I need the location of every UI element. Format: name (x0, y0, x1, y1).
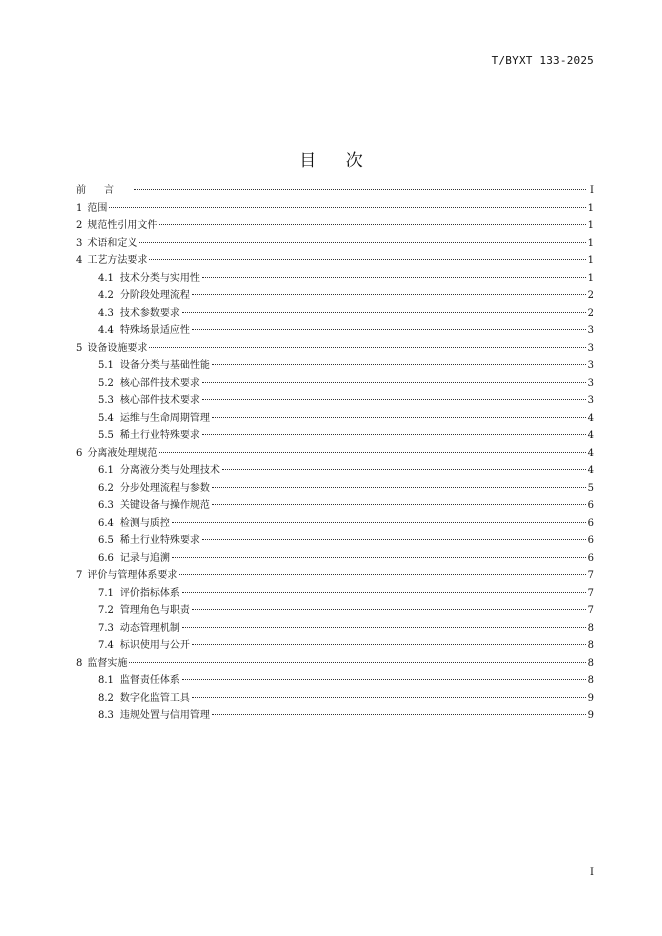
toc-entry-label: 范围 (87, 202, 108, 214)
toc-entry-page: 7 (587, 587, 594, 599)
toc-entry-label: 分阶段处理流程 (119, 290, 190, 301)
page-number: I (590, 867, 594, 878)
toc-entry[interactable] (76, 637, 594, 655)
toc-entry-label: 术语和定义 (87, 237, 138, 249)
toc-entry-number: 4.4 (98, 325, 114, 336)
toc-entry-label: 监督实施 (87, 657, 128, 669)
toc-entry-page: 4 (587, 430, 594, 441)
toc-leader-dots (212, 504, 586, 505)
toc-entry-label: 检测与质控 (119, 517, 170, 529)
toc-entry-number: 7.3 (98, 622, 114, 634)
toc-leader-dots (202, 399, 586, 400)
toc-entry-label: 设备分类与基础性能 (119, 360, 210, 371)
toc-entry[interactable] (76, 392, 594, 410)
toc-leader-dots (212, 487, 586, 488)
toc-entry-label: 分步处理流程与参数 (119, 482, 210, 494)
toc-leader-dots (149, 259, 585, 260)
toc-entry-page: 1 (587, 220, 594, 231)
toc-leader-dots (159, 452, 585, 453)
toc-entry-page: 6 (587, 500, 594, 511)
toc-entry-page: 6 (587, 535, 594, 546)
toc-leader-dots (182, 627, 586, 628)
toc-entry-label: 工艺方法要求 (87, 255, 148, 266)
toc-leader-dots (222, 469, 586, 470)
toc-entry[interactable] (76, 322, 594, 340)
toc-leader-dots (182, 679, 586, 680)
toc-entry-page: 8 (587, 640, 594, 651)
toc-entry-label: 动态管理机制 (119, 622, 180, 634)
toc-entry-number: 5.5 (98, 430, 114, 441)
toc-entry-number: 5.4 (98, 412, 114, 424)
toc-entry[interactable] (76, 672, 594, 690)
toc-leader-dots (192, 697, 586, 698)
toc-entry-page: 1 (587, 202, 594, 214)
toc-entry-page: 4 (587, 412, 594, 424)
toc-entry-page: 3 (587, 325, 594, 336)
toc-leader-dots (212, 417, 586, 418)
toc-leader-dots (202, 277, 586, 278)
toc-entry-number: 8 (76, 657, 83, 669)
toc-entry[interactable] (76, 305, 594, 323)
toc-entry-label: 标识使用与公开 (119, 640, 190, 651)
toc-leader-dots (202, 539, 586, 540)
toc-entry[interactable] (76, 585, 594, 603)
toc-entry[interactable] (76, 707, 594, 725)
page-title: 目 次 (299, 151, 375, 171)
toc-entry[interactable] (76, 235, 594, 253)
toc-leader-dots (192, 609, 586, 610)
toc-leader-dots (109, 207, 585, 208)
toc-entry-label: 设备设施要求 (87, 342, 148, 354)
toc-entry-page: 4 (587, 465, 594, 476)
toc-entry-label: 稀土行业特殊要求 (119, 430, 200, 441)
toc-leader-dots (129, 662, 585, 663)
toc-entry-number: 6.6 (98, 552, 114, 564)
toc-entry[interactable] (76, 410, 594, 428)
toc-leader-dots (182, 312, 586, 313)
toc-entry[interactable] (76, 252, 594, 270)
toc-entry-label: 特殊场景适应性 (119, 325, 190, 336)
toc-entry-label: 评价与管理体系要求 (87, 570, 178, 581)
toc-entry-label: 监督责任体系 (119, 675, 180, 686)
toc-entry-page: 8 (587, 657, 594, 669)
toc-entry-page: 7 (587, 605, 594, 616)
toc-entry-number: 4.2 (98, 290, 114, 301)
toc-entry[interactable] (76, 445, 594, 463)
toc-entry[interactable] (76, 532, 594, 550)
toc-entry-number: 7.2 (98, 605, 114, 616)
toc-leader-dots (202, 434, 586, 435)
toc-entry-label: 分离液处理规范 (87, 447, 158, 459)
toc-entry-number: 5.1 (98, 360, 114, 371)
toc-entry-page: 3 (587, 342, 594, 354)
toc-leader-dots (182, 592, 586, 593)
toc-entry-page: 6 (587, 517, 594, 529)
toc-entry-page: 2 (587, 307, 594, 319)
toc-entry-label: 评价指标体系 (119, 587, 180, 599)
toc-entry-label: 规范性引用文件 (87, 220, 158, 231)
toc-entry[interactable] (76, 497, 594, 515)
document-code: T/BYXT 133-2025 (491, 54, 594, 67)
toc-entry[interactable] (76, 690, 594, 708)
toc-leader-dots (179, 574, 585, 575)
table-of-contents (76, 182, 594, 725)
toc-entry-label: 数字化监管工具 (119, 692, 190, 704)
toc-entry[interactable] (76, 200, 594, 218)
toc-entry-label: 前言 (76, 185, 132, 196)
toc-leader-dots (139, 242, 585, 243)
toc-entry-page: 6 (587, 552, 594, 564)
toc-entry[interactable] (76, 620, 594, 638)
toc-entry-label: 稀土行业特殊要求 (119, 535, 200, 546)
toc-entry[interactable] (76, 357, 594, 375)
toc-entry-number: 8.1 (98, 675, 114, 686)
toc-entry[interactable] (76, 182, 594, 200)
toc-entry-number: 6.3 (98, 500, 114, 511)
toc-entry-number: 7.4 (98, 640, 114, 651)
toc-entry-label: 关键设备与操作规范 (119, 500, 210, 511)
toc-leader-dots (159, 224, 585, 225)
toc-entry-label: 运维与生命周期管理 (119, 412, 210, 424)
toc-entry-number: 4 (76, 255, 83, 266)
toc-entry-label: 记录与追溯 (119, 552, 170, 564)
toc-leader-dots (172, 557, 586, 558)
toc-entry-page: 9 (587, 692, 594, 704)
toc-entry-number: 7 (76, 570, 83, 581)
toc-entry-number: 4.1 (98, 272, 114, 284)
toc-entry-page: 9 (587, 710, 594, 721)
toc-entry-number: 2 (76, 220, 83, 231)
toc-entry-number: 6 (76, 447, 83, 459)
toc-leader-dots (192, 294, 586, 295)
toc-entry-label: 分离液分类与处理技术 (119, 465, 220, 476)
toc-entry[interactable] (76, 602, 594, 620)
toc-entry[interactable] (76, 217, 594, 235)
toc-entry-page: 1 (587, 255, 594, 266)
toc-leader-dots (202, 382, 586, 383)
toc-entry-number: 3 (76, 237, 83, 249)
toc-entry-page: 3 (587, 377, 594, 389)
toc-entry-page: 8 (587, 622, 594, 634)
toc-entry-label: 管理角色与职责 (119, 605, 190, 616)
toc-entry-number: 1 (76, 202, 83, 214)
toc-entry-number: 4.3 (98, 307, 114, 319)
toc-entry[interactable] (76, 427, 594, 445)
toc-entry-number: 6.2 (98, 482, 114, 494)
toc-entry[interactable] (76, 287, 594, 305)
toc-entry-label: 核心部件技术要求 (119, 395, 200, 406)
toc-entry-page: 1 (587, 237, 594, 249)
toc-entry-page: I (590, 185, 594, 196)
toc-entry-number: 8.2 (98, 692, 114, 704)
toc-entry-number: 6.1 (98, 465, 114, 476)
toc-entry-page: 8 (587, 675, 594, 686)
toc-entry[interactable] (76, 375, 594, 393)
toc-entry-number: 5 (76, 342, 83, 354)
toc-entry-number: 7.1 (98, 587, 114, 599)
toc-entry[interactable] (76, 462, 594, 480)
toc-leader-dots (212, 714, 586, 715)
toc-entry-page: 7 (587, 570, 594, 581)
toc-entry-number: 6.4 (98, 517, 114, 529)
toc-entry-page: 1 (587, 272, 594, 284)
toc-entry[interactable] (76, 480, 594, 498)
toc-entry-label: 违规处置与信用管理 (119, 710, 210, 721)
toc-leader-dots (134, 189, 586, 190)
toc-entry-number: 5.2 (98, 377, 114, 389)
toc-entry-label: 技术参数要求 (119, 307, 180, 319)
toc-entry[interactable] (76, 515, 594, 533)
toc-entry-page: 4 (587, 447, 594, 459)
toc-entry[interactable] (76, 567, 594, 585)
toc-entry-page: 2 (587, 290, 594, 301)
toc-entry[interactable] (76, 270, 594, 288)
toc-entry-page: 3 (587, 360, 594, 371)
toc-entry-number: 8.3 (98, 710, 114, 721)
toc-entry-label: 核心部件技术要求 (119, 377, 200, 389)
toc-leader-dots (192, 644, 586, 645)
toc-entry[interactable] (76, 655, 594, 673)
toc-entry-page: 5 (587, 482, 594, 494)
toc-entry[interactable] (76, 340, 594, 358)
toc-leader-dots (212, 364, 586, 365)
toc-entry-label: 技术分类与实用性 (119, 272, 200, 284)
toc-entry-number: 6.5 (98, 535, 114, 546)
toc-leader-dots (149, 347, 585, 348)
toc-leader-dots (172, 522, 586, 523)
toc-entry[interactable] (76, 550, 594, 568)
toc-leader-dots (192, 329, 586, 330)
toc-entry-number: 5.3 (98, 395, 114, 406)
toc-entry-page: 3 (587, 395, 594, 406)
